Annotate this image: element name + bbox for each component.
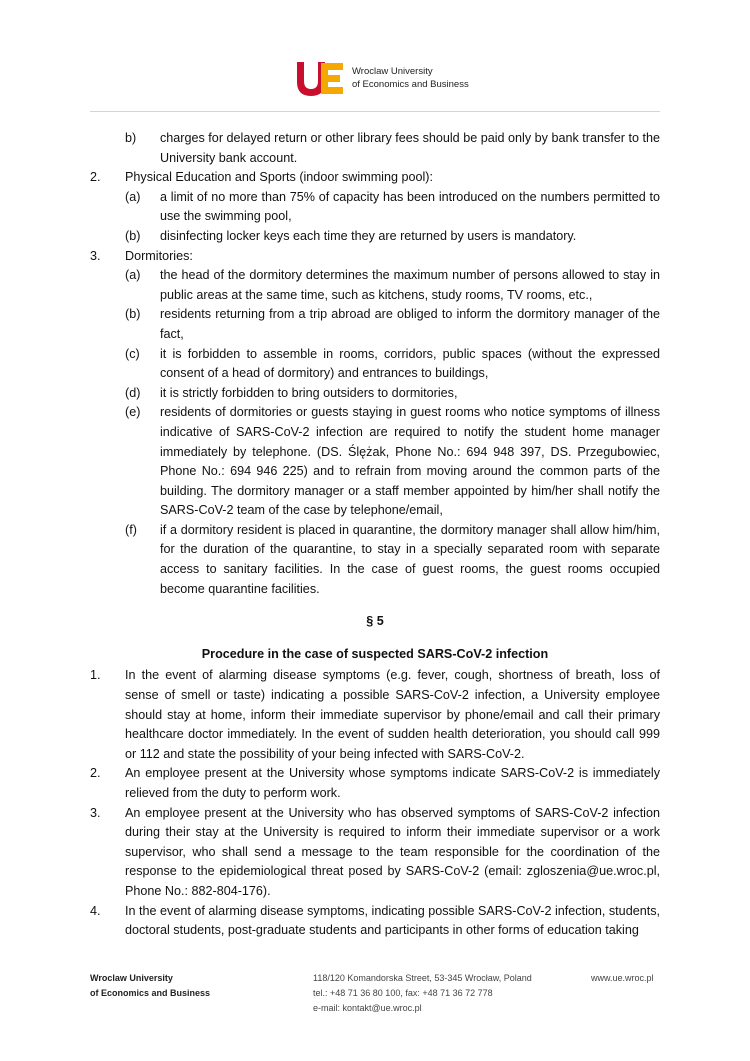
list-marker: (e) — [125, 405, 141, 420]
list-item — [0, 764, 750, 803]
footer-name-line1: Wroclaw University — [90, 973, 173, 983]
list-marker: 2. — [90, 170, 101, 185]
list-marker: 3. — [90, 805, 101, 820]
list-item — [0, 188, 750, 227]
list-text: it is forbidden to assemble in rooms, corridors, public spaces (without the expressed consent of a head of dormitory) and entrances to buildings, — [160, 346, 660, 381]
list-item — [0, 804, 750, 902]
list-text: An employee present at the University whose symptoms indicate SARS-CoV-2 is immediately relieved from the duty to perform work. — [125, 766, 660, 800]
list-text: the head of the dormitory determines the maximum number of persons allowed to stay in public areas at the same time, such as kitchens, study rooms, TV rooms, etc., — [160, 268, 660, 302]
footer-phone-fax: tel.: +48 71 36 80 100, fax: +48 71 36 72 778 — [313, 988, 493, 998]
list-marker: 1. — [90, 668, 101, 683]
list-text: disinfecting locker keys each time they are returned by users is mandatory. — [160, 228, 577, 243]
list-text: Physical Education and Sports (indoor swimming pool): — [125, 170, 433, 185]
list-item — [0, 266, 750, 305]
list-text: charges for delayed return or other library fees should be paid only by bank transfer to the University bank account. — [160, 131, 660, 165]
list-item — [0, 384, 750, 404]
list-item — [0, 345, 750, 384]
list-item — [0, 403, 750, 521]
list-marker: (d) — [125, 385, 141, 400]
list-marker: (c) — [125, 346, 140, 361]
list-item — [0, 666, 750, 764]
list-text: An employee present at the University who has observed symptoms of SARS-CoV-2 infection during their stay at the University is required to inform their immediate supervisor or a work supervisor, who shall send a message to the team responsible for the coordination of the response to the epidemiological threat posed by SARS-CoV-2 (email: zgloszenia@ue.wroc.pl, Phone No.: 882-804-176). — [125, 805, 660, 898]
list-marker: (f) — [125, 522, 137, 537]
list-text: In the event of alarming disease symptoms, indicating possible SARS-CoV-2 infection, students, doctoral students, post-graduate students and participants in other forms of education taking — [125, 903, 660, 938]
page-header — [0, 0, 750, 112]
header-divider — [90, 111, 660, 112]
list-text: a limit of no more than 75% of capacity has been introduced on the numbers permitted to use the swimming pool, — [160, 189, 660, 224]
footer-name-line2: of Economics and Business — [90, 988, 211, 998]
document-body — [0, 129, 750, 941]
list-marker: (a) — [125, 268, 141, 283]
section-number: § 5 — [366, 614, 384, 629]
list-text: In the event of alarming disease symptoms (e.g. fever, cough, shortness of breath, loss of sense of smell or taste) indicating a possible SARS-CoV-2 infection, a University employee should stay at home, inform their immediate supervisor by phone/email and call their primary healthcare doctor immediately. In the event of sudden health deterioration, you should call 999 or 112 and state the possibility of your being infected with SARS-CoV-2. — [125, 668, 660, 761]
list-text: residents returning from a trip abroad are obliged to inform the dormitory manager of the fact, — [160, 307, 660, 341]
list-item — [0, 129, 750, 168]
list-marker: (a) — [125, 189, 141, 204]
list-item — [0, 902, 750, 941]
list-marker: 3. — [90, 248, 101, 263]
list-text: if a dormitory resident is placed in quarantine, the dormitory manager shall allow him/him, for the duration of the quarantine, to stay in a specially separated room with separate access to sanitary facilities. In the case of guest rooms, the guest rooms occupied become quarantine facilities. — [160, 522, 660, 596]
list-marker: 2. — [90, 766, 101, 781]
list-item — [0, 168, 750, 188]
footer-website: www.ue.wroc.pl — [591, 973, 654, 983]
logo-name-line1: Wroclaw University — [352, 66, 433, 77]
list-text: it is strictly forbidden to bring outsiders to dormitories, — [160, 385, 458, 400]
section-title: Procedure in the case of suspected SARS-CoV-2 infection — [201, 646, 549, 661]
list-item — [0, 305, 750, 344]
logo-name-line2: of Economics and Business — [352, 79, 469, 90]
footer-address: 118/120 Komandorska Street, 53-345 Wrocław, Poland — [313, 973, 532, 983]
list-marker: (b) — [125, 307, 141, 322]
footer-institution — [90, 971, 210, 1001]
list-marker: 4. — [90, 903, 101, 918]
list-marker: (b) — [125, 228, 141, 243]
university-logo — [295, 59, 345, 97]
list-marker: b) — [125, 131, 137, 145]
list-item — [0, 521, 750, 599]
footer-contact — [313, 971, 532, 1016]
list-item — [0, 227, 750, 247]
footer-email: e-mail: kontakt@ue.wroc.pl — [313, 1003, 422, 1013]
list-text: residents of dormitories or guests staying in guest rooms who notice symptoms of illness indicative of SARS-CoV-2 infection are required to notify the student home manager immediately by telephone. (DS. Ślężak, Phone No.: 694 948 397, DS. Przegubowiec, Phone No.: 694 946 225) and to refrain from moving around the common parts of the building. The dormitory manager or a staff member appointed by him/her shall notify the SARS-CoV-2 team of the case by telephone/email, — [160, 405, 660, 518]
list-item — [0, 247, 750, 267]
list-text: Dormitories: — [125, 248, 193, 263]
logo-wordmark — [352, 65, 469, 91]
